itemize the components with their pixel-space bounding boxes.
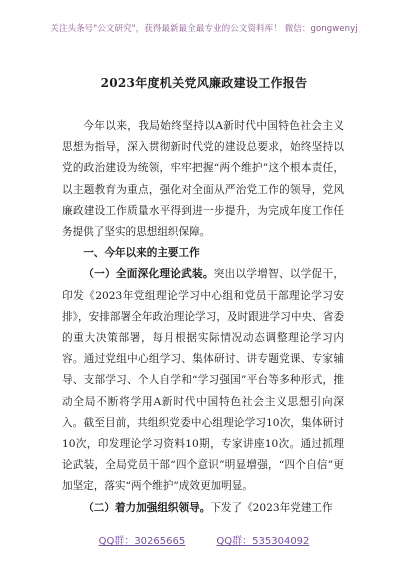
item-2-text: 下发了《2023年党建工作	[210, 501, 333, 514]
item-1-lead: （一）全面深化理论武装。	[83, 268, 214, 281]
intro-paragraph: 今年以来，我局始终坚持以A新时代中国特色社会主义思想为指导，深入贯彻新时代党的建设总要求，始终坚持以党的政治建设为统领，牢牢把握“两个维护”这个根本责任，以主题教育为重点，强化对全面从严治党工作的领导，党风廉政建设工作质量水平得到进一步提升，为完成年度工作任务提供了坚实的思想组织保障。	[62, 120, 344, 239]
footer-qq-group-2[interactable]: QQ群：535304092	[216, 536, 310, 547]
header-banner: 关注头条号"公文研究"，获得最新最全最专业的公文资料库！ 微信：gongwenyj	[50, 24, 358, 34]
document-title: 2023年度机关党风廉政建设工作报告	[100, 76, 308, 90]
item-2-lead: （二）着力加强组织领导。	[83, 501, 211, 514]
item-1-paragraph	[62, 264, 344, 497]
item-1-text: 突出以学增智、以学促干，印发《2023年党组理论学习中心组和党员干部理论学习安排》，安排部署全年政治理论学习，及时跟进学习中央、省委的重大决策部署，每月根据实际情况动态调整理论学习内容。通过党组中心组学习、集体研讨、讲专题党课、专家辅导、支部学习、个人自学和“学习强国”平台等多种形式，推动全局不断将学用A新时代中国特色社会主义思想引向深入。截至目前，共组织党委中心组理论学习10次，集体研讨10次，印发理论学习资料10期，专家讲座10次。通过抓理论武装，全局党员干部“四个意识”明显增强，“四个自信”更加坚定，落实“两个维护”成效更加明显。	[62, 268, 345, 493]
section-heading: 一、今年以来的主要工作	[83, 247, 200, 260]
document-body	[62, 116, 344, 519]
item-2-paragraph	[62, 498, 344, 519]
footer-contacts	[0, 532, 408, 547]
footer-qq-group-1[interactable]: QQ群：30265665	[98, 536, 186, 547]
